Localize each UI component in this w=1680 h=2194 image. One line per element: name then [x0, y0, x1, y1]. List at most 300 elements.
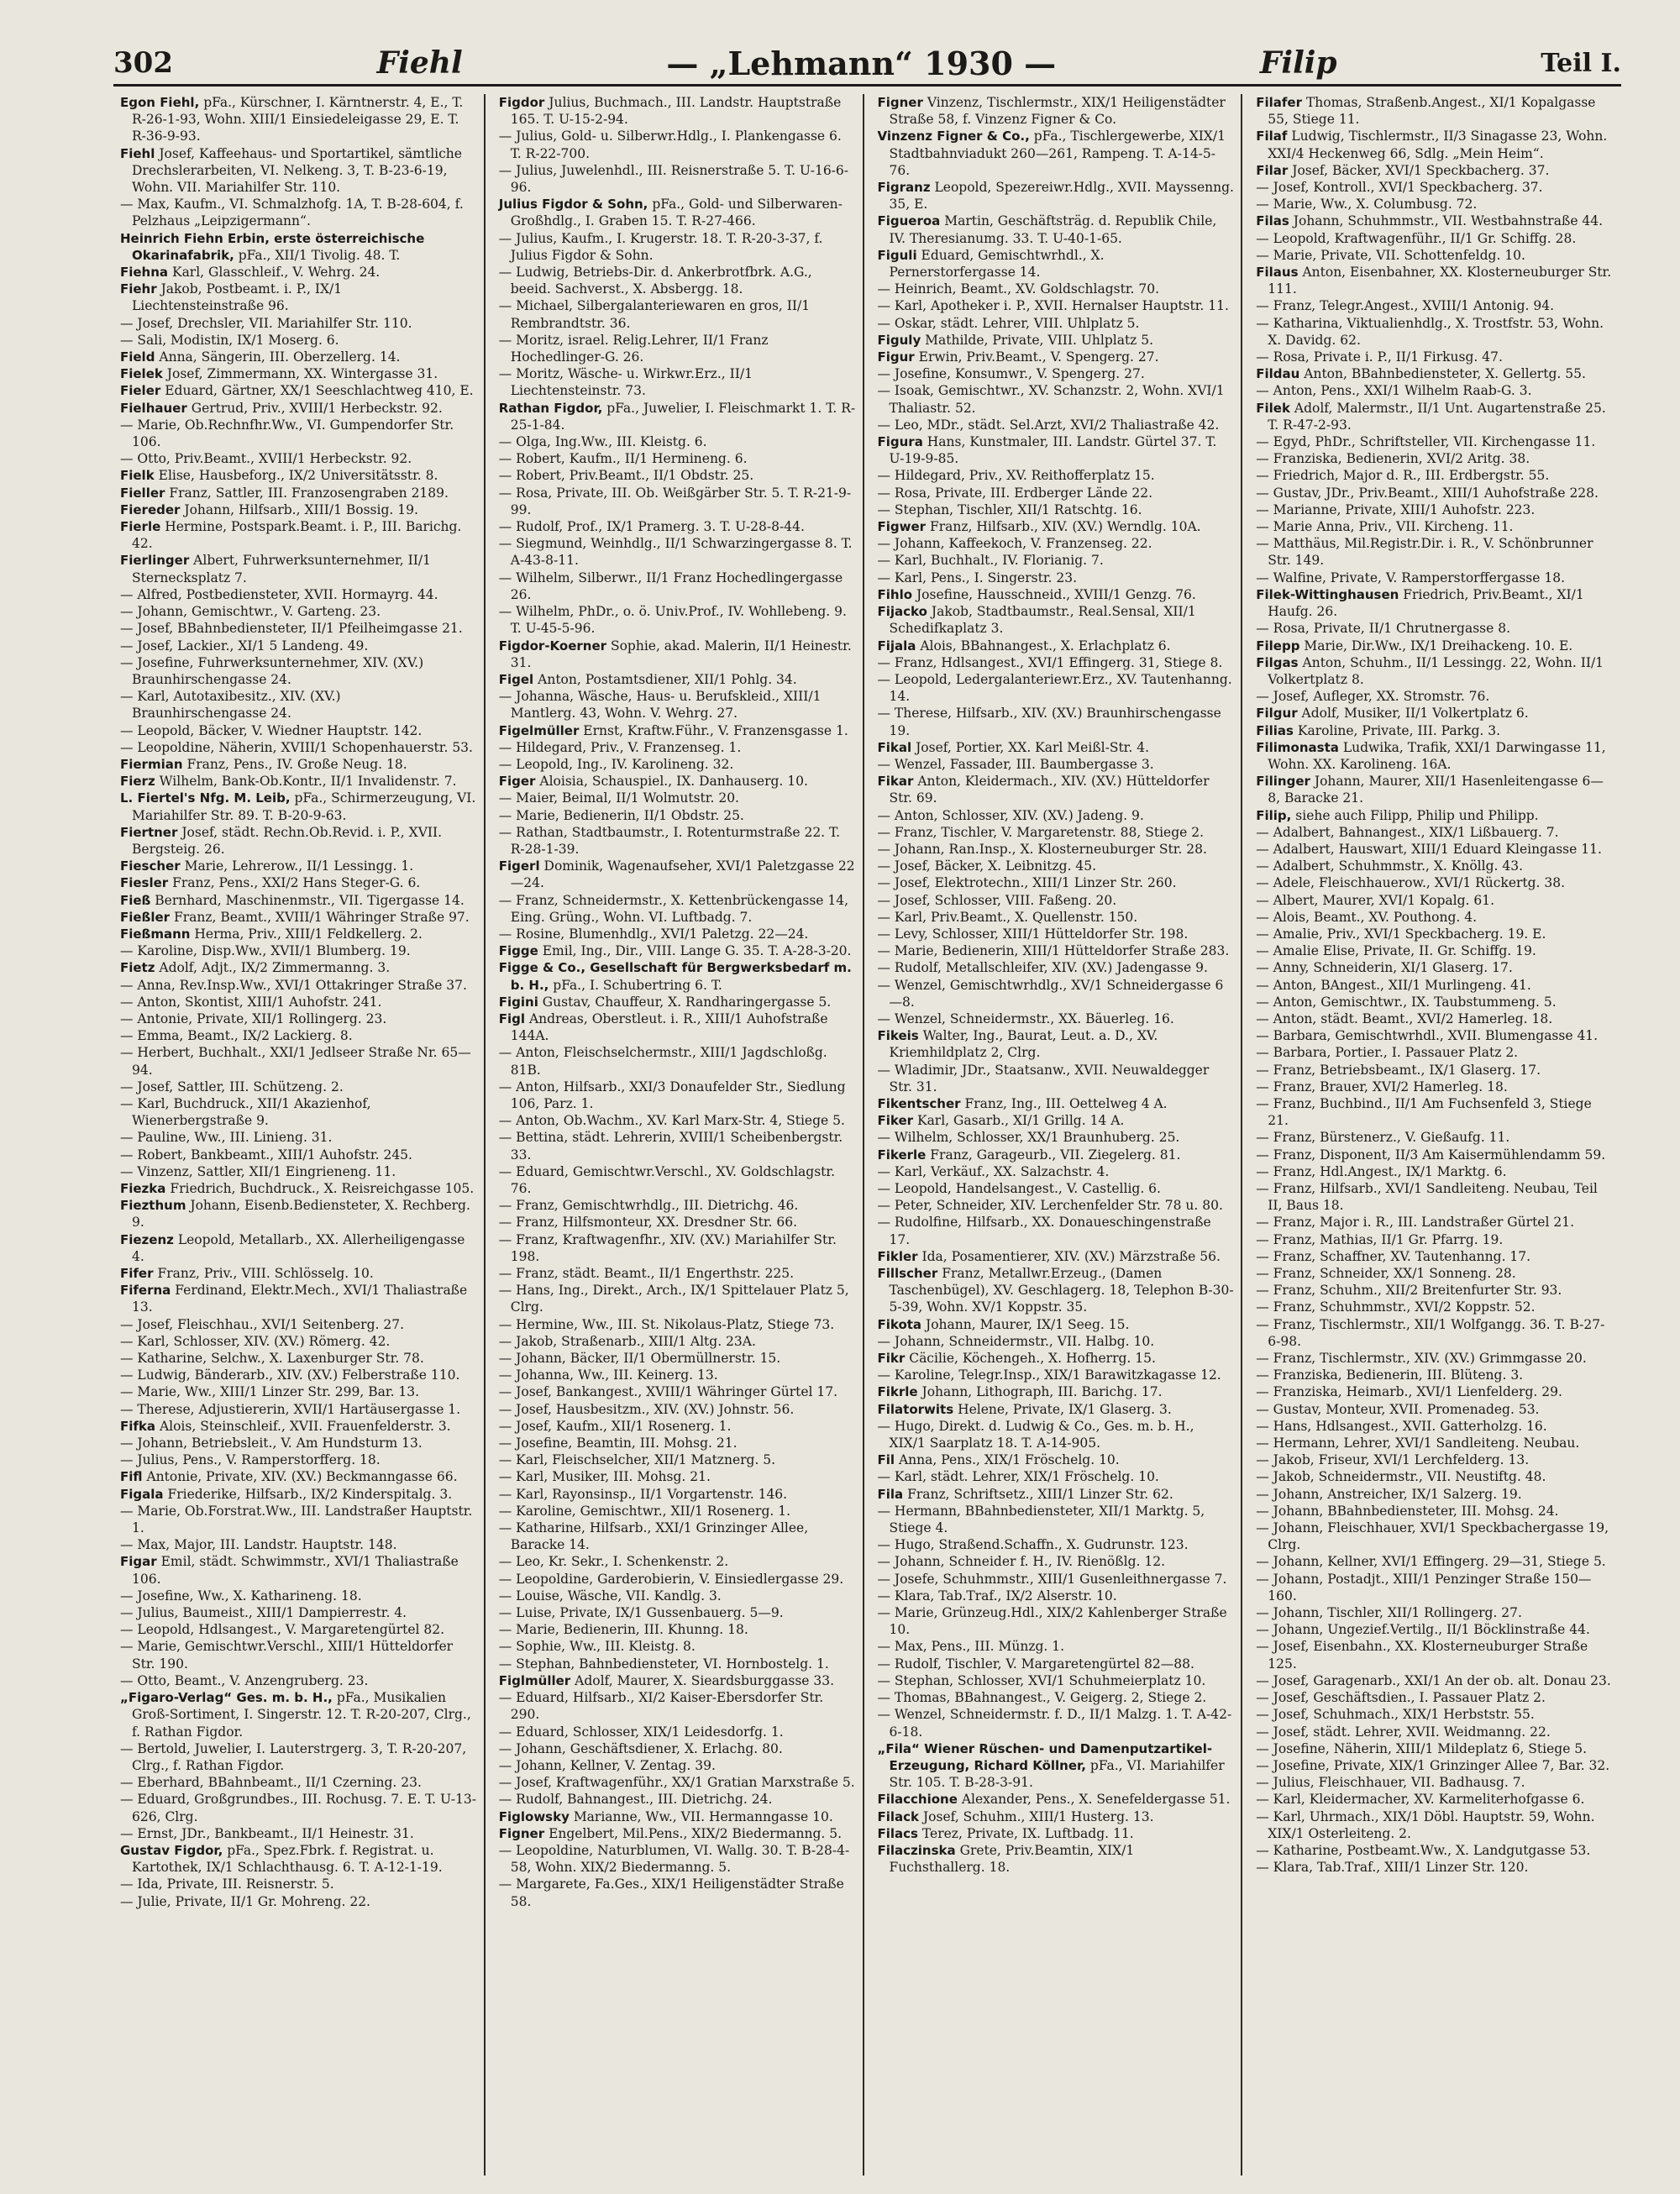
directory-entry — [120, 552, 477, 585]
directory-entry — [1256, 1147, 1614, 1163]
entry-text: pFa., XII/1 Tivolig. 48. T. — [238, 247, 401, 263]
directory-entry — [120, 1044, 477, 1078]
entry-name: Figwer — [877, 519, 927, 535]
entry-text: Grete, Priv.Beamtin, XIX/1 Fuchsthallerg. 18. — [889, 1842, 1135, 1876]
entry-text: — Josef, Elektrotechn., XIII/1 Linzer Str. 260. — [877, 875, 1177, 891]
entry-text: — Rosa, Private, III. Erdberger Lände 22. — [877, 485, 1153, 501]
entry-text: — Stephan, Tischler, XII/1 Ratschtg. 16. — [877, 501, 1142, 517]
entry-name: Figlowsky — [498, 1808, 570, 1824]
entry-text: — Katharine, Selchw., X. Laxenburger Str. 78. — [120, 1351, 424, 1367]
directory-entry — [120, 1129, 477, 1146]
directory-entry — [1256, 162, 1614, 179]
entry-text: — Josef, BBahnbediensteter, II/1 Pfeilheimgasse 21. — [120, 621, 463, 637]
entry-text: — Franz, Hilfsarb., XVI/1 Sandleiteng. Neubau, Teil II, Baus 18. — [1256, 1181, 1598, 1214]
directory-entry — [1256, 959, 1614, 976]
entry-name: Filgur — [1256, 706, 1298, 722]
entry-text: Johann, Schuhmmstr., VII. Westbahnstraße 44. — [1293, 213, 1604, 229]
entry-text: — Otto, Priv.Beamt., XVIII/1 Herbeckstr. 92. — [120, 451, 412, 467]
entry-name: Filaczinska — [877, 1842, 956, 1858]
entry-text: Martin, Geschäftsträg. d. Republik Chile, IV. Theresianumg. 33. T. U-40-1-65. — [889, 213, 1217, 246]
entry-name: Fierlinger — [120, 553, 190, 569]
entry-text: — Luise, Private, IX/1 Gussenbauerg. 5—9. — [498, 1605, 784, 1621]
directory-entry — [878, 1808, 1235, 1825]
directory-entry — [878, 552, 1235, 569]
directory-entry — [120, 994, 477, 1010]
directory-entry — [878, 1129, 1235, 1146]
directory-entry — [1256, 1401, 1614, 1418]
entry-text: — Franz, Kraftwagenfhr., XIV. (XV.) Mariahilfer Str. 198. — [498, 1231, 837, 1264]
directory-entry — [878, 518, 1235, 535]
entry-text: — Friedrich, Major d. R., III. Erdbergstr. 55. — [1256, 468, 1550, 484]
directory-entry — [120, 688, 477, 722]
directory-entry — [120, 654, 477, 688]
entry-text: — Hermann, Lehrer, XVI/1 Sandleiteng. Neubau. — [1256, 1436, 1580, 1451]
column-4 — [1249, 94, 1621, 2176]
directory-entry — [878, 1842, 1235, 1876]
directory-entry — [120, 1689, 477, 1740]
entry-text: — Josef, Schuhmach., XIX/1 Herbststr. 55. — [1256, 1707, 1535, 1723]
entry-text: — Jakob, Schneidermstr., VII. Neustiftg. 48. — [1256, 1469, 1546, 1485]
directory-entry — [120, 892, 477, 909]
entry-text: Eduard, Gärtner, XX/1 Seeschlachtweg 410, E. — [165, 383, 474, 399]
directory-entry — [499, 892, 856, 926]
directory-entry — [120, 196, 477, 229]
entry-text: — Johann, Kellner, XVI/1 Effingerg. 29—31, Stiege 5. — [1256, 1554, 1606, 1570]
entry-text: — Rudolf, Bahnangest., III. Dietrichg. 24. — [498, 1792, 773, 1808]
entry-name: Fiehna — [120, 265, 169, 281]
entry-text: — Leopoldine, Garderobierin, V. Einsiedlergasse 29. — [498, 1571, 844, 1587]
entry-text: — Peter, Schneider, XIV. Lerchenfelder Str. 78 u. 80. — [877, 1198, 1223, 1214]
entry-text: — Josef, Bäcker, X. Leibnitzg. 45. — [877, 858, 1097, 874]
directory-entry — [120, 1893, 477, 1910]
directory-entry — [878, 569, 1235, 586]
entry-name: Heinrich Fiehn Erbin, erste österreichische Okarinafabrik, — [120, 230, 425, 263]
directory-entry — [878, 1638, 1235, 1655]
entry-name: Fielk — [120, 468, 155, 484]
directory-entry — [1256, 705, 1614, 722]
directory-entry — [120, 858, 477, 874]
entry-text: Albert, Fuhrwerksunternehmer, II/1 Sternecksplatz 7. — [132, 553, 431, 585]
entry-text: — Marie, Bedienerin, II/1 Obdstr. 25. — [498, 807, 744, 823]
entry-text: — Franz, Tischlermstr., XIV. (XV.) Grimmgasse 20. — [1256, 1351, 1587, 1367]
directory-entry — [1256, 1316, 1614, 1350]
directory-entry — [1256, 1010, 1614, 1027]
entry-text: — Wenzel, Fassader, III. Baumbergasse 3. — [877, 756, 1154, 772]
directory-entry — [1256, 1842, 1614, 1859]
page-header — [113, 42, 1621, 87]
directory-entry — [878, 1316, 1235, 1333]
entry-text: Helene, Private, IX/1 Glaserg. 3. — [958, 1401, 1172, 1417]
directory-entry — [1256, 349, 1614, 365]
entry-text: pFa., Spez.Fbrk. f. Registrat. u. Kartothek, IX/1 Schlachthausg. 6. T. A-12-1-19. — [132, 1842, 443, 1876]
directory-entry — [878, 858, 1235, 874]
entry-text: — Josefine, Beamtin, III. Mohsg. 21. — [498, 1436, 738, 1451]
directory-entry — [120, 1604, 477, 1621]
directory-entry — [499, 162, 856, 196]
directory-entry — [499, 926, 856, 942]
entry-name: Fiezenz — [120, 1231, 174, 1247]
entry-text: — Louise, Wäsche, VII. Kandlg. 3. — [498, 1588, 722, 1604]
directory-entry — [878, 1027, 1235, 1061]
directory-entry — [1256, 1435, 1614, 1451]
directory-entry — [1256, 1757, 1614, 1774]
directory-entry — [878, 654, 1235, 671]
directory-entry — [1256, 688, 1614, 705]
entry-text: — Johann, Postadjt., XIII/1 Penzinger Straße 150—160. — [1256, 1571, 1592, 1604]
entry-text: — Johann, Bäcker, II/1 Obermüllnerstr. 15. — [498, 1351, 781, 1367]
entry-text: — Karl, Kleidermacher, XV. Karmeliterhofgasse 6. — [1256, 1792, 1585, 1808]
directory-entry — [1256, 196, 1614, 213]
entry-text: — Michael, Silbergalanteriewaren en gros, II/1 Rembrandtstr. 36. — [498, 298, 811, 331]
directory-entry — [878, 501, 1235, 518]
entry-text: — Karl, städt. Lehrer, XIX/1 Fröschelg. 10. — [877, 1469, 1159, 1485]
entry-name: Figdor-Koerner — [498, 638, 607, 653]
entry-text: — Josefine, Fuhrwerksunternehmer, XIV. (XV.) Braunhirschengasse 24. — [120, 654, 424, 687]
entry-text: — Josef, Kraftwagenführ., XX/1 Gratian Marxstraße 5. — [498, 1775, 855, 1791]
entry-text: — Karl, Musiker, III. Mohsg. 21. — [498, 1469, 711, 1485]
directory-entry — [499, 1265, 856, 1282]
entry-name: Egon Fiehl, — [120, 95, 200, 110]
entry-name: Filacs — [877, 1825, 918, 1841]
directory-entry — [499, 1316, 856, 1333]
directory-entry — [120, 909, 477, 926]
directory-entry — [1256, 518, 1614, 535]
entry-text: — Wilhelm, Silberwr., II/1 Franz Hochedlingergasse 26. — [498, 569, 843, 602]
entry-text: — Wilhelm, Schlosser, XX/1 Braunhuberg. 25. — [877, 1130, 1180, 1146]
directory-entry — [120, 1333, 477, 1350]
directory-entry — [1256, 382, 1614, 399]
directory-entry — [1256, 450, 1614, 467]
entry-text: Hans, Kunstmaler, III. Landstr. Gürtel 37. T. U-19-9-85. — [889, 434, 1217, 467]
entry-name: Fierle — [120, 519, 161, 535]
entry-text: — Rosine, Blumenhdlg., XVI/1 Paletzg. 22—24. — [498, 926, 809, 942]
directory-entry — [878, 1571, 1235, 1588]
entry-text: — Marie, Gemischtwr.Verschl., XIII/1 Hütteldorfer Str. 190. — [120, 1639, 454, 1672]
entry-text: Adolf, Adjt., IX/2 Zimmermanng. 3. — [159, 960, 391, 976]
entry-text: — Wladimir, JDr., Staatsanw., XVII. Neuwaldegger Str. 31. — [877, 1062, 1210, 1094]
entry-text: — Albert, Maurer, XVI/1 Kopalg. 61. — [1256, 892, 1495, 908]
left-running-head: Fiehl — [376, 45, 463, 81]
directory-entry — [1256, 1027, 1614, 1044]
entry-name: Fikeis — [877, 1028, 919, 1044]
entry-text: — Franz, Schneidermstr., X. Kettenbrückengasse 14, Eing. Grüng., Wohn. VI. Luftbadg. 7. — [498, 892, 849, 925]
entry-text: — Hugo, Straßend.Schaffn., X. Gudrunstr. 123. — [877, 1537, 1189, 1553]
entry-text: — Leo, Kr. Sekr., I. Schenkenstr. 2. — [498, 1554, 729, 1570]
directory-entry — [499, 1468, 856, 1485]
entry-name: Fiker — [877, 1113, 914, 1129]
directory-entry — [120, 926, 477, 942]
entry-text: — Gustav, Monteur, XVII. Promenadeg. 53. — [1256, 1401, 1540, 1417]
entry-name: Figura — [877, 434, 923, 450]
directory-entry — [499, 1418, 856, 1435]
directory-entry — [878, 909, 1235, 926]
directory-entry — [1256, 297, 1614, 314]
directory-entry — [1256, 586, 1614, 620]
directory-entry — [499, 1638, 856, 1655]
entry-text: — Adalbert, Bahnangest., XIX/1 Lißbauerg. 7. — [1256, 824, 1559, 840]
entry-name: Fifer — [120, 1266, 154, 1282]
directory-entry — [878, 1825, 1235, 1842]
directory-entry — [878, 1062, 1235, 1095]
entry-name: Filatorwits — [877, 1401, 954, 1417]
entry-text: — Franziska, Bedienerin, III. Blüteng. 3. — [1256, 1367, 1524, 1383]
entry-name: Fiesler — [120, 875, 169, 891]
entry-name: Field — [120, 349, 155, 365]
directory-entry — [499, 1876, 856, 1909]
directory-entry — [1256, 179, 1614, 196]
directory-entry — [499, 1774, 856, 1791]
entry-text: — Olga, Ing.Ww., III. Kleistg. 6. — [498, 434, 707, 450]
directory-entry — [499, 433, 856, 450]
entry-text: — Johann, Ungezief.Vertilg., II/1 Böcklinstraße 44. — [1256, 1622, 1590, 1638]
directory-entry — [120, 1350, 477, 1367]
entry-name: Fikar — [877, 774, 914, 790]
entry-text: — Franziska, Bedienerin, XVI/2 Aritg. 38. — [1256, 451, 1530, 467]
directory-entry — [499, 1689, 856, 1723]
entry-text: — Josef, Eisenbahn., XX. Klosterneuburger Straße 125. — [1256, 1639, 1588, 1672]
entry-text: Johann, Eisenb.Bediensteter, X. Rechberg. 9. — [132, 1198, 470, 1231]
column-1 — [113, 94, 486, 2176]
entry-text: — Josefine, Private, XIX/1 Grinzinger Allee 7, Bar. 32. — [1256, 1757, 1610, 1773]
directory-entry — [1256, 858, 1614, 874]
directory-entry — [878, 739, 1235, 756]
directory-entry — [499, 1163, 856, 1197]
entry-text: — Jakob, Friseur, XVI/1 Lerchfelderg. 13. — [1256, 1452, 1530, 1468]
directory-entry — [1256, 264, 1614, 297]
entry-text: pFa., I. Schubertring 6. T. — [553, 977, 722, 993]
directory-entry — [878, 179, 1235, 213]
directory-entry — [878, 959, 1235, 976]
entry-text: Antonie, Private, XIV. (XV.) Beckmanngasse 66. — [146, 1469, 458, 1485]
entry-text: Gustav, Chauffeur, X. Randharingergasse 5. — [542, 994, 832, 1010]
directory-entry — [120, 1010, 477, 1027]
directory-entry — [878, 807, 1235, 824]
directory-entry — [1256, 433, 1614, 450]
directory-entry — [1256, 942, 1614, 959]
entry-text: — Johann, Schneider f. H., IV. Rienößlg. 12. — [877, 1554, 1165, 1570]
entry-text: — Johann, Kaffeekoch, V. Franzenseg. 22. — [877, 536, 1152, 552]
entry-text: — Wenzel, Schneidermstr., XX. Bäuerleg. 16. — [877, 1010, 1174, 1026]
entry-text: — Marie Anna, Priv., VII. Kircheng. 11. — [1256, 519, 1514, 535]
entry-text: — Julius, Pens., V. Ramperstorfferg. 18. — [120, 1452, 381, 1468]
directory-entry — [499, 1112, 856, 1129]
entry-text: — Sali, Modistin, IX/1 Moserg. 6. — [120, 332, 339, 348]
directory-entry — [499, 400, 856, 433]
entry-text: — Josef, Bankangest., XVIII/1 Währinger Gürtel 17. — [498, 1384, 838, 1400]
directory-entry — [1256, 1095, 1614, 1129]
entry-name: Fifl — [120, 1469, 143, 1485]
entry-name: Fieller — [120, 485, 165, 501]
directory-entry — [1256, 638, 1614, 654]
directory-entry — [499, 1486, 856, 1503]
entry-text: — Julie, Private, II/1 Gr. Mohreng. 22. — [120, 1893, 370, 1909]
entry-name: Fikrle — [877, 1384, 918, 1400]
entry-text: — Alois, Beamt., XV. Pouthong. 4. — [1256, 909, 1478, 925]
directory-entry — [499, 858, 856, 891]
entry-name: Filar — [1256, 162, 1289, 178]
entry-text: siehe auch Filipp, Philip und Philipp. — [1295, 807, 1539, 823]
entry-name: Fiehr — [120, 281, 157, 297]
entry-text: — Johann, Anstreicher, IX/1 Salzerg. 19. — [1256, 1486, 1522, 1502]
directory-entry — [1256, 773, 1614, 806]
directory-entry — [120, 1163, 477, 1180]
entry-text: — Ida, Private, III. Reisnerstr. 5. — [120, 1876, 334, 1892]
entry-text: — Marie, Ww., XIII/1 Linzer Str. 299, Bar. 13. — [120, 1384, 420, 1400]
directory-entry — [1256, 892, 1614, 909]
entry-text: — Anton, Skontist, XIII/1 Auhofstr. 241. — [120, 994, 382, 1010]
entry-text: — Johanna, Ww., III. Keinerg. 13. — [498, 1367, 718, 1383]
entry-text: — Jakob, Straßenarb., XIII/1 Altg. 23A. — [498, 1333, 756, 1349]
entry-name: Fikentscher — [877, 1095, 961, 1111]
directory-entry — [499, 1740, 856, 1757]
directory-entry — [499, 365, 856, 399]
directory-entry — [878, 1350, 1235, 1367]
directory-entry — [120, 230, 477, 264]
directory-entry — [1256, 1621, 1614, 1638]
directory-entry — [878, 1536, 1235, 1553]
entry-text: — Marie, Grünzeug.Hdl., XIX/2 Kahlenberger Straße 10. — [877, 1605, 1227, 1638]
directory-entry — [499, 1520, 856, 1553]
entry-text: — Leopoldine, Naturblumen, VI. Wallg. 30. T. B-28-4-58, Wohn. XIX/2 Biedermanng. 5. — [498, 1842, 850, 1876]
directory-entry — [499, 1401, 856, 1418]
directory-entry — [499, 569, 856, 603]
entry-name: Fielek — [120, 366, 163, 382]
directory-entry — [878, 1468, 1235, 1485]
directory-entry — [499, 1010, 856, 1044]
entry-text: — Josefe, Schuhmmstr., XIII/1 Gusenleithnergasse 7. — [877, 1571, 1227, 1587]
directory-entry — [499, 638, 856, 671]
directory-entry — [120, 1316, 477, 1333]
entry-text: — Marianne, Private, XIII/1 Auhofstr. 223. — [1256, 501, 1536, 517]
entry-text: — Max, Major, III. Landstr. Hauptstr. 148. — [120, 1537, 397, 1553]
entry-text: — Karl, Rayonsinsp., II/1 Vorgartenstr. 146. — [498, 1486, 788, 1502]
directory-entry — [499, 1842, 856, 1876]
entry-name: Figge — [498, 943, 538, 959]
entry-text: — Johann, Geschäftsdiener, X. Erlachg. 80. — [498, 1740, 783, 1756]
entry-text: — Therese, Adjustiererin, XVII/1 Hartäusergasse 1. — [120, 1401, 461, 1417]
entry-name: Fielhauer — [120, 400, 187, 416]
entry-text: Hermine, Postspark.Beamt. i. P., III. Barichg. 42. — [132, 519, 462, 552]
entry-text: — Hugo, Direkt. d. Ludwig & Co., Ges. m. b. H., XIX/1 Saarplatz 18. T. A-14-905. — [877, 1418, 1194, 1451]
directory-entry — [499, 230, 856, 264]
entry-text: — Matthäus, Mil.Registr.Dir. i. R., V. Schönbrunner Str. 149. — [1256, 536, 1593, 569]
entry-text: — Stephan, Schlosser, XVI/1 Schuhmeierplatz 10. — [877, 1672, 1206, 1688]
directory-entry — [1256, 1859, 1614, 1876]
directory-entry — [1256, 315, 1614, 349]
entry-text: — Ernst, JDr., Bankbeamt., II/1 Heinestr. 31. — [120, 1825, 414, 1841]
entry-name: Rathan Figdor, — [498, 400, 603, 416]
entry-text: — Katharine, Postbeamt.Ww., X. Landgutgasse 53. — [1256, 1842, 1591, 1858]
directory-entry — [120, 1147, 477, 1163]
directory-entry — [499, 807, 856, 824]
entry-text: Vinzenz, Tischlermstr., XIX/1 Heiligenstädter Straße 58, f. Vinzenz Figner & Co. — [889, 95, 1226, 128]
directory-entry — [120, 1418, 477, 1435]
entry-text: — Hans, Ing., Direkt., Arch., IX/1 Spittelauer Platz 5, Clrg. — [498, 1283, 849, 1315]
directory-entry — [120, 467, 477, 484]
directory-entry — [1256, 1791, 1614, 1808]
directory-entry — [499, 1367, 856, 1383]
entry-name: Fiezka — [120, 1181, 166, 1196]
directory-entry — [120, 382, 477, 399]
directory-entry — [499, 1621, 856, 1638]
entry-text: — Josef, Garagenarb., XXI/1 An der ob. alt. Donau 23. — [1256, 1672, 1611, 1688]
entry-text: — Franz, Schuhmmstr., XVI/2 Koppstr. 52. — [1256, 1299, 1536, 1315]
directory-entry — [120, 332, 477, 349]
entry-text: Emil, Ing., Dir., VIII. Lange G. 35. T. A-28-3-20. — [542, 943, 852, 959]
entry-text: — Rudolf, Tischler, V. Margaretengürtel 82—88. — [877, 1656, 1194, 1672]
entry-name: Figel — [498, 671, 534, 687]
directory-entry — [1256, 739, 1614, 773]
entry-text: — Anton, Pens., XXI/1 Wilhelm Raab-G. 3. — [1256, 383, 1532, 399]
entry-text: — Anton, Ob.Wachm., XV. Karl Marx-Str. 4, Stiege 5. — [498, 1113, 845, 1129]
entry-text: — Julius, Juwelenhdl., III. Reisnerstraße 5. T. U-16-6-96. — [498, 162, 849, 196]
directory-entry — [499, 1350, 856, 1367]
entry-text: Friederike, Hilfsarb., IX/2 Kinderspitalg. 3. — [167, 1486, 453, 1502]
entry-name: Fila — [877, 1486, 904, 1502]
entry-text: — Eberhard, BBahnbeamt., II/1 Czerning. 23. — [120, 1775, 422, 1791]
entry-text: — Rosa, Private i. P., II/1 Firkusg. 47. — [1256, 349, 1503, 365]
directory-entry — [499, 1604, 856, 1621]
directory-entry — [499, 467, 856, 484]
directory-entry — [120, 1265, 477, 1282]
directory-entry — [499, 756, 856, 773]
directory-entry — [1256, 128, 1614, 161]
directory-entry — [878, 705, 1235, 738]
directory-entry — [120, 1401, 477, 1418]
entry-text: — Hans, Hdlsangest., XVII. Gatterholzg. 16. — [1256, 1418, 1547, 1434]
entry-text: — Otto, Beamt., V. Anzengruberg. 23. — [120, 1672, 369, 1688]
entry-text: — Franz, Tischler, V. Margaretenstr. 88, Stiege 2. — [877, 824, 1205, 840]
entry-text: Josef, Zimmermann, XX. Wintergasse 31. — [166, 366, 438, 382]
directory-entry — [120, 1197, 477, 1231]
directory-entry — [1256, 1418, 1614, 1435]
entry-text: — Max, Kaufm., VI. Schmalzhofg. 1A, T. B-28-604, f. Pelzhaus „Leipzigermann“. — [120, 197, 464, 229]
entry-text: — Eduard, Gemischtwr.Verschl., XV. Goldschlagstr. 76. — [498, 1163, 836, 1196]
entry-text: — Josef, Fleischhau., XVI/1 Seitenberg. 27. — [120, 1316, 405, 1332]
entry-text: Walter, Ing., Baurat, Leut. a. D., XV. Kriemhildplatz 2, Clrg. — [889, 1028, 1158, 1061]
directory-entry — [1256, 1724, 1614, 1740]
directory-entry — [1256, 1486, 1614, 1503]
entry-text: Friedrich, Priv.Beamt., XI/1 Haufg. 26. — [1268, 586, 1584, 620]
entry-text: Anton, Schuhm., II/1 Lessingg. 22, Wohn. II/1 Volkertplatz 8. — [1268, 654, 1604, 687]
entry-text: — Josef, Sattler, III. Schützeng. 2. — [120, 1079, 344, 1094]
right-running-head: Filip — [1259, 45, 1337, 81]
entry-text: — Johann, Tischler, XII/1 Rollingerg. 27. — [1256, 1605, 1522, 1621]
directory-entry — [878, 1163, 1235, 1180]
directory-entry — [120, 1095, 477, 1129]
entry-text: Bernhard, Maschinenmstr., VII. Tigergasse 14. — [155, 892, 465, 908]
entry-text: — Marie, Private, VII. Schottenfeldg. 10. — [1256, 247, 1525, 263]
directory-entry — [1256, 1265, 1614, 1282]
entry-name: Filias — [1256, 722, 1294, 738]
entry-name: Filimonasta — [1256, 739, 1339, 755]
directory-entry — [120, 756, 477, 773]
directory-entry — [878, 1689, 1235, 1706]
directory-entry — [878, 824, 1235, 841]
entry-text: — Ludwig, Betriebs-Dir. d. Ankerbrotfbrk. A.G., beeid. Sachverst., X. Absbergg. 18. — [498, 265, 812, 297]
directory-entry — [120, 349, 477, 365]
entry-name: Figini — [498, 994, 538, 1010]
entry-name: Fillscher — [877, 1266, 938, 1282]
entry-text: — Rosa, Private, III. Ob. Weißgärber Str. 5. T. R-21-9-99. — [498, 485, 852, 517]
entry-text: — Stephan, Bahnbediensteter, VI. Hornbostelg. 1. — [498, 1656, 829, 1672]
directory-entry — [120, 739, 477, 756]
entry-text: — Walfine, Private, V. Ramperstorffergasse 18. — [1256, 569, 1566, 585]
directory-entry — [1256, 1808, 1614, 1842]
entry-text: — Anton, BAngest., XII/1 Murlingeng. 41. — [1256, 977, 1531, 993]
entry-name: Fietz — [120, 960, 155, 976]
directory-entry — [120, 586, 477, 603]
